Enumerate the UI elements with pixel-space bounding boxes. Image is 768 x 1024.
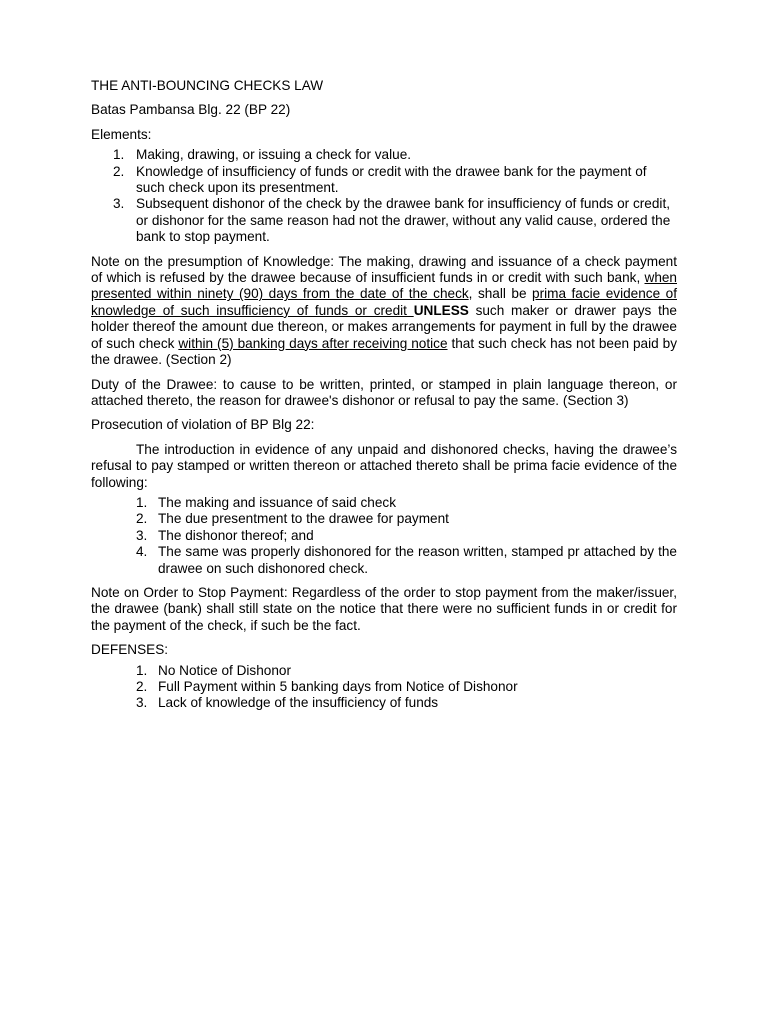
prosecution-heading: Prosecution of violation of BP Blg 22: — [91, 417, 315, 433]
list-number: 1. — [136, 494, 148, 510]
defenses-heading: DEFENSES: — [91, 642, 169, 658]
list-number: 2. — [113, 163, 125, 179]
list-number: 4. — [136, 544, 148, 560]
list-item — [91, 663, 677, 679]
list-item-text: The due presentment to the drawee for payment — [158, 511, 449, 527]
list-number: 3. — [136, 527, 148, 543]
list-item — [91, 679, 677, 695]
list-item — [91, 495, 677, 511]
defenses-list — [91, 663, 677, 712]
list-item-text: Full Payment within 5 banking days from Notice of Dishonor — [158, 679, 518, 694]
note-text: , shall be — [468, 286, 533, 302]
list-item-text: Lack of knowledge of the insufficiency of funds — [158, 695, 439, 711]
list-item-text: The dishonor thereof; and — [158, 527, 314, 543]
list-item — [91, 147, 677, 163]
list-number: 2. — [136, 679, 148, 694]
document-title: THE ANTI-BOUNCING CHECKS LAW — [91, 78, 324, 93]
list-number: 1. — [113, 147, 125, 163]
list-item-text: Making, drawing, or issuing a check for value. — [136, 147, 412, 163]
note-underlined-text: within (5) banking days after receiving notice — [178, 335, 448, 351]
list-item — [91, 695, 677, 711]
prosecution-paragraph: The introduction in evidence of any unpaid and dishonored checks, having the drawee’s refusal to pay stamped or written thereon or attached thereto shall be prima facie evidence of the following: — [91, 441, 677, 490]
list-item — [91, 164, 677, 197]
note-bold-text: UNLESS — [413, 302, 469, 318]
list-item-text: Knowledge of insufficiency of funds or credit with the drawee bank for the payment of such check upon its presentment. — [136, 163, 647, 196]
note-text: that such check has not been paid by the drawee. (Section 2) — [91, 335, 677, 368]
list-number: 1. — [136, 662, 148, 678]
note-presumption-knowledge — [91, 254, 677, 369]
note-underlined-text: when presented within ninety (90) days from the date of the check — [91, 270, 677, 302]
list-number: 3. — [136, 695, 148, 711]
note-text: such maker or drawer pays the holder thereof the amount due thereon, or makes arrangements for payment in full by the drawee of such check — [91, 302, 677, 351]
list-item-text: The same was properly dishonored for the reason written, stamped pr attached by the drawee on such dishonored check. — [158, 544, 677, 576]
list-item-text: No Notice of Dishonor — [158, 662, 291, 678]
prosecution-list — [91, 495, 677, 577]
list-item-text: Subsequent dishonor of the check by the drawee bank for insufficiency of funds or credit, or dishonor for the same reason had not the drawer, without any valid cause, ordered the bank to stop payment. — [136, 196, 671, 245]
list-number: 2. — [136, 511, 148, 527]
list-item — [91, 196, 677, 245]
duty-of-drawee: Duty of the Drawee: to cause to be written, printed, or stamped in plain language thereon, or attached thereto, the reason for drawee's dishonor or refusal to pay the same. (Section 3) — [91, 376, 677, 408]
document-page — [91, 78, 677, 720]
list-item — [91, 528, 677, 544]
elements-heading: Elements: — [91, 126, 152, 142]
list-item — [91, 511, 677, 527]
list-item — [91, 544, 677, 577]
list-item-text: The making and issuance of said check — [158, 494, 397, 510]
note-stop-payment: Note on Order to Stop Payment: Regardless of the order to stop payment from the maker/issuer, the drawee (bank) shall still state on the notice that there were no sufficient funds in or credit for the payment of the check, if such be the fact. — [91, 584, 677, 633]
list-number: 3. — [113, 196, 125, 212]
document-subtitle: Batas Pambansa Blg. 22 (BP 22) — [91, 102, 291, 118]
note-text: Note on the presumption of Knowledge: The making, drawing and issuance of a check payment of which is refused by the drawee because of insufficient funds in or credit with such bank, — [91, 253, 677, 286]
elements-list — [91, 147, 677, 245]
note-underlined-text: prima facie evidence of knowledge of such insufficiency of funds or credit — [91, 286, 677, 318]
